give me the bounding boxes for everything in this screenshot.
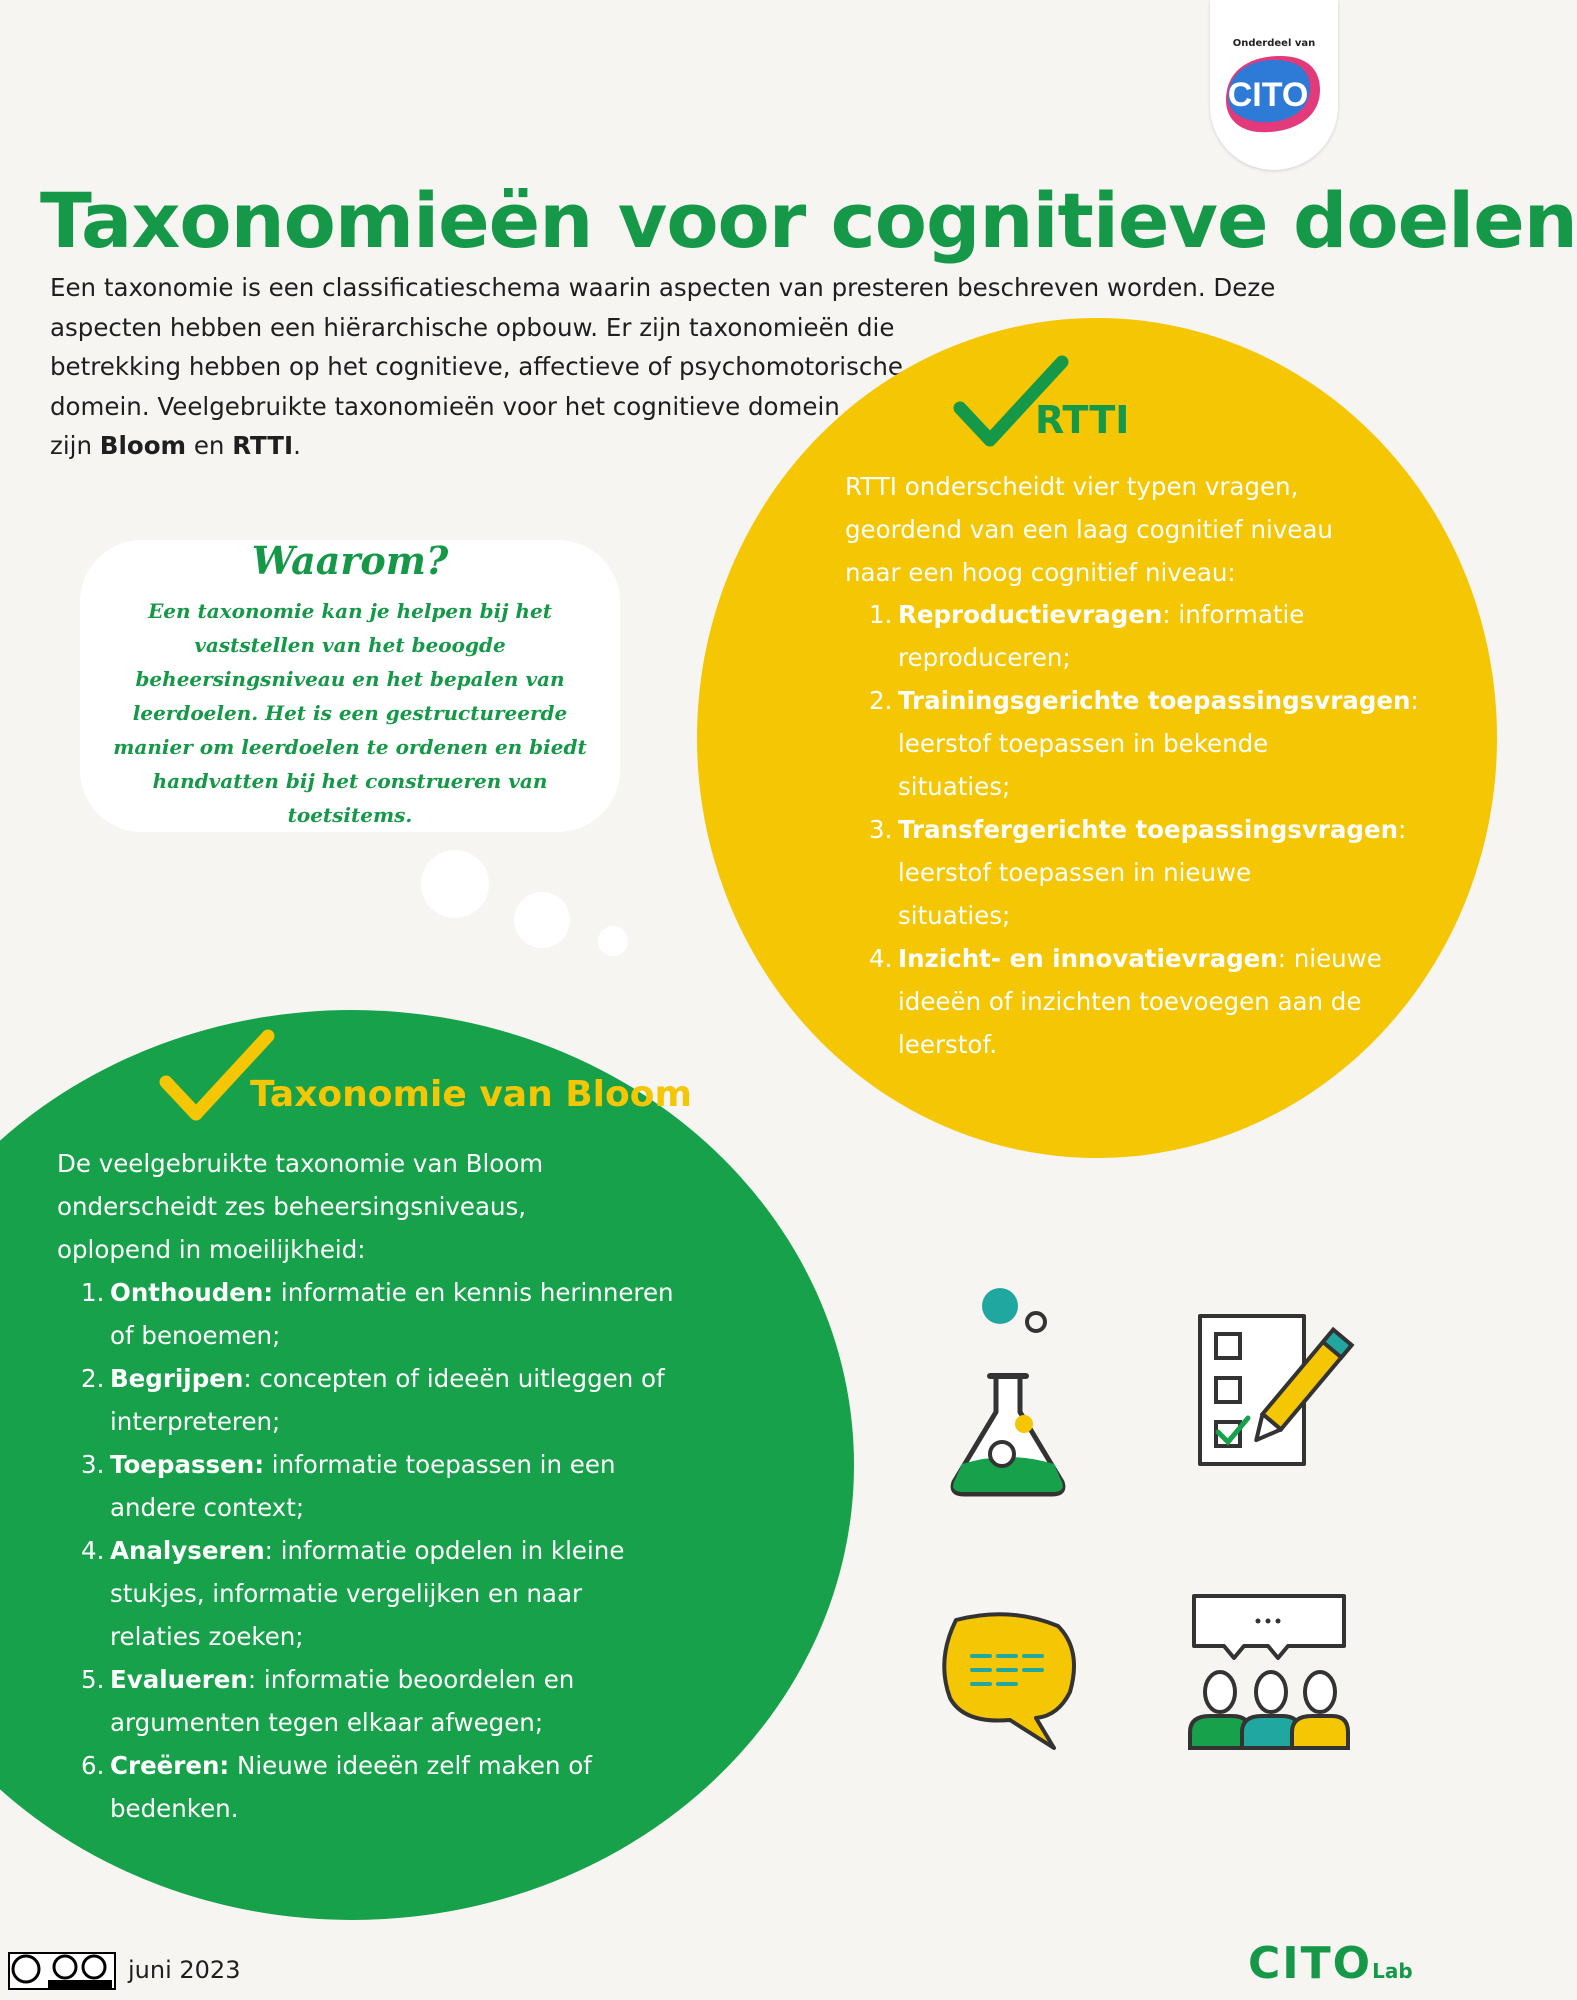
bloom-list-item [57,1658,717,1744]
bloom-desc: Nieuwe ideeën zelf maken of [229,1751,592,1780]
rtti-term: Trainingsgerichte toepassingsvragen [898,686,1411,715]
bloom-desc: : informatie opdelen in kleine [264,1536,625,1565]
intro-mid: en [186,431,233,460]
rtti-desc: reproduceren; [898,643,1071,672]
bloom-desc: bedenken. [110,1794,239,1823]
bloom-term: Onthouden: [110,1278,274,1307]
rtti-desc: : informatie [1162,600,1305,629]
rtti-intro-line: RTTI onderscheidt vier typen vragen, [845,472,1299,501]
rtti-intro-line: naar een hoog cognitief niveau: [845,558,1236,587]
checklist-pencil-icon [1196,1312,1346,1472]
list-number: 1. [869,600,893,629]
bloom-desc: : informatie beoordelen en [247,1665,575,1694]
cito-lab-logo [1248,1938,1413,1989]
rtti-desc: : nieuwe [1277,944,1382,973]
rtti-desc: leerstof. [898,1030,998,1059]
intro-line: aspecten hebben een hiërarchische opbouw. Er zijn taxonomieën die [50,312,895,342]
bloom-intro-line: oplopend in moeilijkheid: [57,1235,366,1264]
bloom-desc: relaties zoeken; [110,1622,304,1651]
thought-bubble-medium [514,892,570,948]
intro-bold-rtti: RTTI [232,431,294,460]
list-number: 2. [869,686,893,715]
cito-logo-tab [1210,0,1338,170]
rtti-term: Transfergerichte toepassingsvragen [898,815,1399,844]
bloom-intro-line: onderscheidt zes beheersingsniveaus, [57,1192,527,1221]
list-number: 1. [81,1278,105,1307]
thought-bubble-large [421,850,489,918]
bloom-list-item [57,1529,717,1658]
list-number: 3. [869,815,893,844]
thought-bubble-small [598,926,628,956]
bloom-intro-line: De veelgebruikte taxonomie van Bloom [57,1149,544,1178]
cc-by-sa-license-icon [8,1952,116,1990]
rtti-intro-line: geordend van een laag cognitief niveau [845,515,1333,544]
bloom-list-item [57,1271,717,1357]
intro-end: . [293,431,301,460]
rtti-list-item [845,937,1385,1066]
bloom-term: Begrijpen [110,1364,244,1393]
waarom-title: Waarom? [251,538,449,583]
bloom-list-item [57,1744,717,1830]
rtti-desc: ideeën of inzichten toevoegen aan de [898,987,1362,1016]
bloom-desc: informatie en kennis herinneren [273,1278,674,1307]
rtti-intro [845,465,1385,594]
speech-bubble-icon [936,1606,1086,1752]
list-number: 4. [81,1536,105,1565]
cito-logo-icon [1210,0,1338,170]
bloom-level-list [57,1271,717,1830]
intro-line: Een taxonomie is een classificatieschema waarin aspecten van presteren beschreven worden. Deze [50,273,1276,302]
bloom-list-item [57,1357,717,1443]
bloom-desc: of benoemen; [110,1321,281,1350]
bloom-term: Analyseren [110,1536,265,1565]
bloom-desc: stukjes, informatie vergelijken en naar [110,1579,583,1608]
bloom-desc: andere context; [110,1493,305,1522]
logo-caption: Onderdeel van [1232,38,1316,49]
bloom-title: Taxonomie van Bloom [250,1074,693,1115]
rtti-list-item [845,679,1419,808]
intro-line: domein. Veelgebruikte taxonomieën voor het cognitieve domein [50,391,840,421]
rtti-list-item [845,808,1407,937]
intro-bold-bloom: Bloom [99,431,187,460]
bloom-list-item [57,1443,717,1529]
page-title: Taxonomieën voor cognitieve doelen [40,176,1577,265]
list-number: 6. [81,1751,105,1780]
cito-lab-wordmark: CITO [1248,1938,1373,1989]
bloom-term: Creëren: [110,1751,230,1780]
bloom-term: Toepassen: [110,1450,264,1479]
flask-icon [938,1282,1078,1502]
rtti-title: RTTI [1035,398,1130,442]
list-number: 5. [81,1665,105,1694]
rtti-term: Inzicht- en innovatievragen [898,944,1278,973]
rtti-desc: : [1410,686,1419,715]
waarom-body: Een taxonomie kan je helpen bij het vaststellen van het beoogde beheersingsniveau en het bepalen van leerdoelen. Het is een gestructureerde manier om leerdoelen te ordenen en biedt handvatten bij het construeren van toetsitems. [113,599,587,827]
cito-lab-suffix: Lab [1372,1959,1413,1983]
intro-prefix: zijn [50,431,100,460]
rtti-desc: leerstof toepassen in nieuwe [898,858,1252,887]
rtti-desc: leerstof toepassen in bekende [898,729,1269,758]
rtti-list-item [845,593,1385,679]
rtti-question-list [845,593,1419,1066]
bloom-desc: informatie toepassen in een [264,1450,616,1479]
bloom-desc: argumenten tegen elkaar afwegen; [110,1708,544,1737]
list-number: 2. [81,1364,105,1393]
publication-date: juni 2023 [128,1956,241,1984]
rtti-desc: : [1398,815,1407,844]
logo-wordmark: CITO [1227,76,1309,114]
rtti-term: Reproductievragen [898,600,1163,629]
rtti-desc: situaties; [898,772,1011,801]
list-number: 3. [81,1450,105,1479]
bloom-term: Evalueren [110,1665,248,1694]
rtti-desc: situaties; [898,901,1011,930]
intro-line: betrekking hebben op het cognitieve, affectieve of psychomotorische [50,352,903,381]
bloom-intro [57,1142,617,1271]
bloom-desc: : concepten of ideeën uitleggen of [243,1364,665,1393]
discussion-group-icon [1186,1592,1352,1752]
bloom-desc: interpreteren; [110,1407,281,1436]
list-number: 4. [869,944,893,973]
